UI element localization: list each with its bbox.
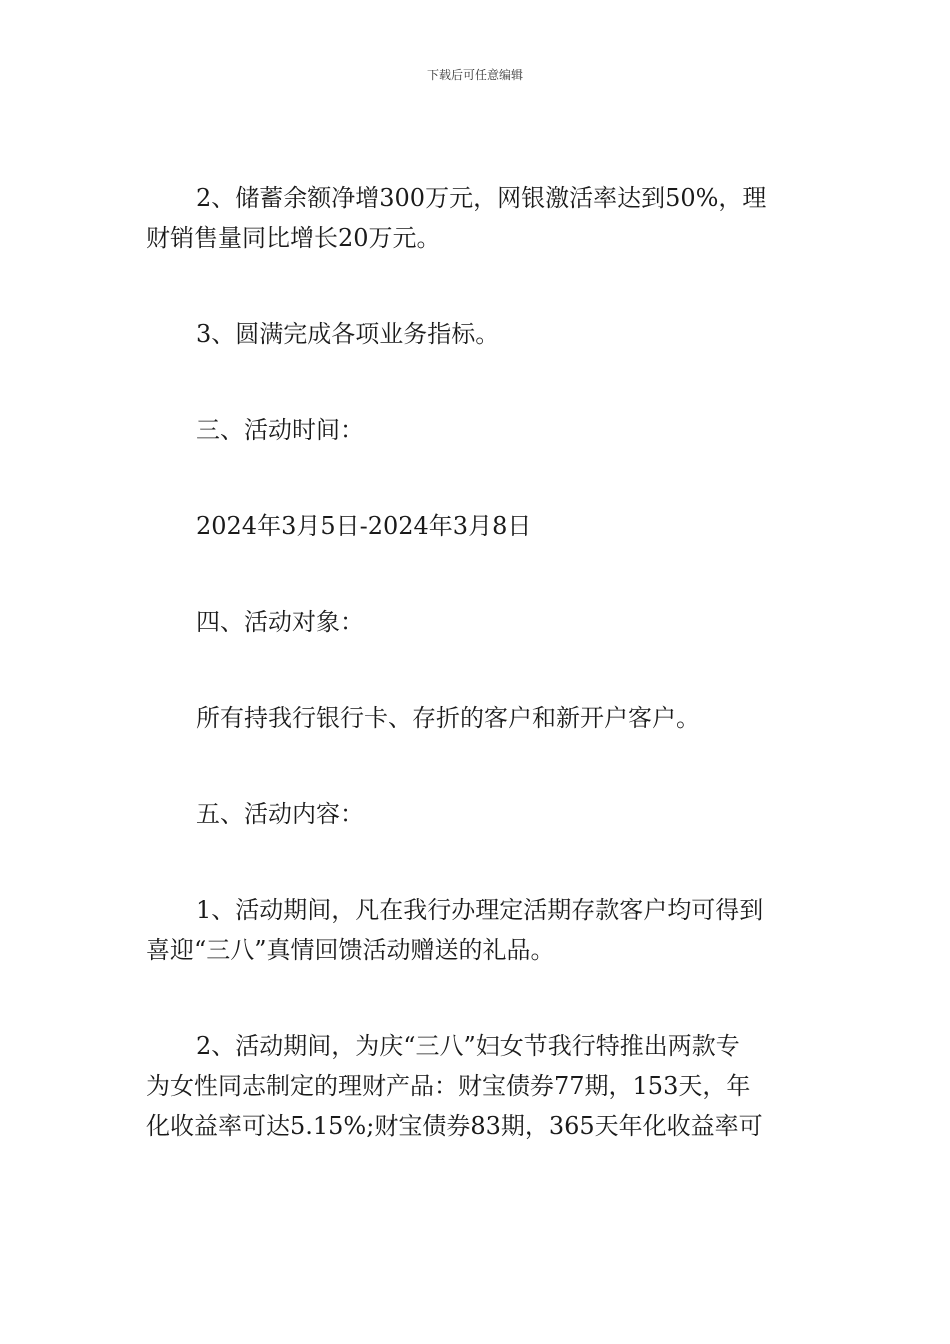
paragraph-line: 2、活动期间，为庆“三八”妇女节我行特推出两款专 (196, 1032, 740, 1060)
section-heading-time (146, 410, 806, 450)
document-body (146, 178, 806, 1202)
paragraph-content-2 (146, 1026, 806, 1146)
paragraph-line: 为女性同志制定的理财产品：财宝债券77期，153天，年 (146, 1072, 751, 1100)
section-heading-target (146, 602, 806, 642)
paragraph-line: 3、圆满完成各项业务指标。 (196, 320, 500, 348)
heading-line: 三、活动时间： (196, 416, 364, 444)
paragraph-line: 所有持我行银行卡、存折的客户和新开户客户。 (196, 704, 700, 732)
paragraph-line: 化收益率可达5.15%;财宝债券83期，365天年化收益率可 (146, 1112, 763, 1140)
paragraph-goal-3 (146, 314, 806, 354)
paragraph-line: 2024年3月5日-2024年3月8日 (196, 512, 532, 540)
paragraph-line: 财销售量同比增长20万元。 (146, 224, 441, 252)
page-header: 下载后可任意编辑 (426, 68, 523, 82)
section-heading-content (146, 794, 806, 834)
paragraph-line: 喜迎“三八”真情回馈活动赠送的礼品。 (146, 936, 555, 964)
paragraph-line: 1、活动期间，凡在我行办理定活期存款客户均可得到 (196, 896, 764, 924)
heading-line: 四、活动对象： (196, 608, 364, 636)
paragraph-time (146, 506, 806, 546)
paragraph-target (146, 698, 806, 738)
paragraph-line: 2、储蓄余额净增300万元，网银激活率达到50%，理 (196, 184, 767, 212)
heading-line: 五、活动内容： (196, 800, 364, 828)
paragraph-goal-2 (146, 178, 806, 258)
paragraph-content-1 (146, 890, 806, 970)
